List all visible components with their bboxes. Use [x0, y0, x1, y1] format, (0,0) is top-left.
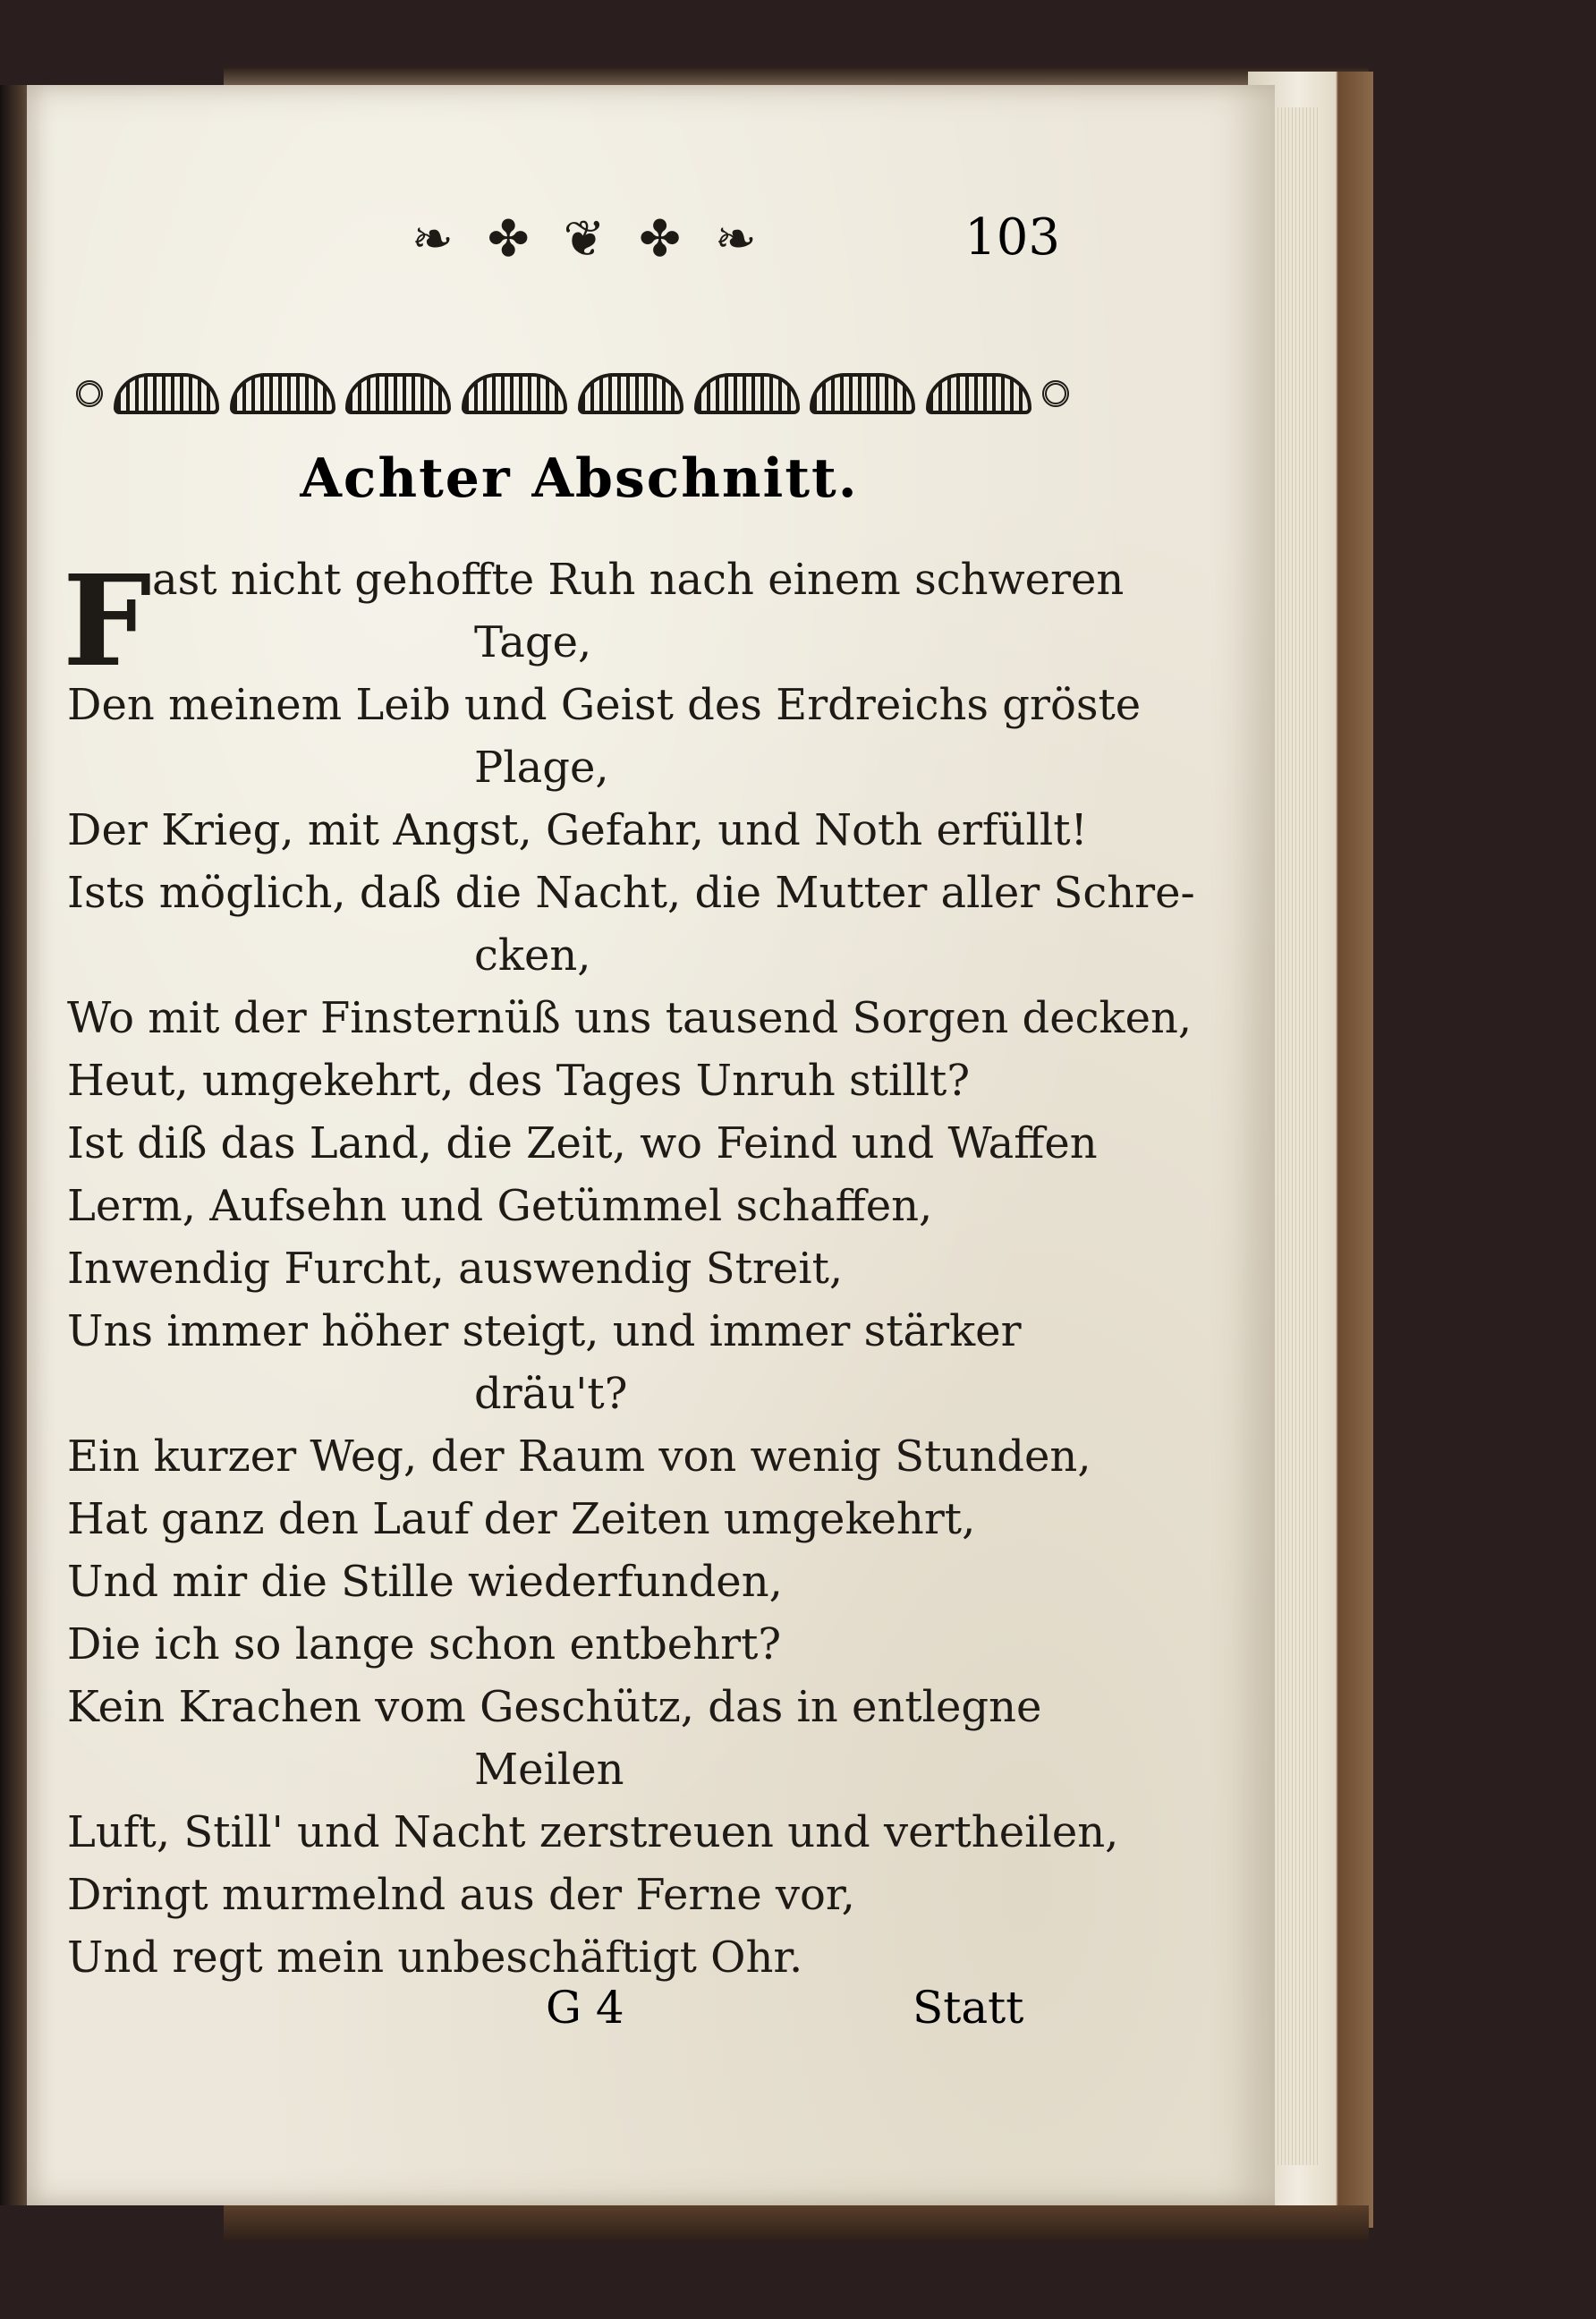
shell-ornament-icon: [926, 373, 1031, 414]
poem-line: Der Krieg, mit Angst, Gefahr, und Noth erfüllt!: [67, 805, 1088, 855]
ornament-band: [76, 367, 1069, 420]
rosette-icon: [76, 380, 103, 407]
poem-line: Uns immer höher steigt, und immer stärker: [67, 1306, 1022, 1356]
poem-line: Ist diß das Land, die Zeit, wo Feind und Waffen: [67, 1118, 1098, 1168]
book-page: [27, 85, 1275, 2205]
rosette-icon: [1042, 380, 1069, 407]
book-cover-bottom: [224, 2205, 1369, 2241]
poem-line: Ein kurzer Weg, der Raum von wenig Stunden,: [67, 1431, 1091, 1482]
poem-line: Und mir die Stille wiederfunden,: [67, 1557, 783, 1607]
poem-line: cken,: [474, 930, 591, 981]
shell-ornament-icon: [578, 373, 683, 414]
poem-line: Plage,: [474, 743, 609, 793]
poem-line: Den meinem Leib und Geist des Erdreichs gröste: [67, 680, 1142, 730]
poem-line: Inwendig Furcht, auswendig Streit,: [67, 1244, 844, 1294]
poem-line: Wo mit der Finsternüß uns tausend Sorgen decken,: [67, 993, 1193, 1043]
poem-line: Und regt mein unbeschäftigt Ohr.: [67, 1932, 803, 1983]
shell-ornament-icon: [810, 373, 915, 414]
header-ornament-icon: ❧ ✤ ❦ ✤ ❧: [412, 210, 766, 268]
page-number: 103: [964, 208, 1060, 267]
poem-line: Hat ganz den Lauf der Zeiten umgekehrt,: [67, 1494, 976, 1544]
page-header: [89, 201, 1074, 282]
drop-cap: F: [63, 548, 152, 695]
poem-line: Meilen: [474, 1745, 624, 1795]
poem-line: Die ich so lange schon entbehrt?: [67, 1619, 782, 1669]
shell-ornament-icon: [694, 373, 800, 414]
poem-line: Tage,: [474, 617, 592, 667]
section-title: Achter Abschnitt.: [300, 447, 859, 510]
poem-line: ast nicht gehoffte Ruh nach einem schweren: [152, 555, 1125, 605]
poem-line: Kein Krachen vom Geschütz, das in entlegne: [67, 1682, 1042, 1732]
poem-line: dräu't?: [474, 1369, 628, 1419]
shell-ornament-icon: [345, 373, 451, 414]
poem-line: Ists möglich, daß die Nacht, die Mutter aller Schre-: [67, 868, 1195, 918]
poem-line: Lerm, Aufsehn und Getümmel schaffen,: [67, 1181, 933, 1231]
shell-ornament-icon: [462, 373, 567, 414]
shell-ornament-icon: [230, 373, 335, 414]
poem-line: Dringt murmelnd aus der Ferne vor,: [67, 1870, 855, 1920]
catchword: Statt: [913, 1982, 1024, 2034]
poem-line: Heut, umgekehrt, des Tages Unruh stillt?: [67, 1056, 971, 1106]
shell-ornament-icon: [114, 373, 219, 414]
poem-line: Luft, Still' und Nacht zerstreuen und vertheilen,: [67, 1807, 1119, 1857]
signature-mark: G 4: [546, 1982, 624, 2034]
